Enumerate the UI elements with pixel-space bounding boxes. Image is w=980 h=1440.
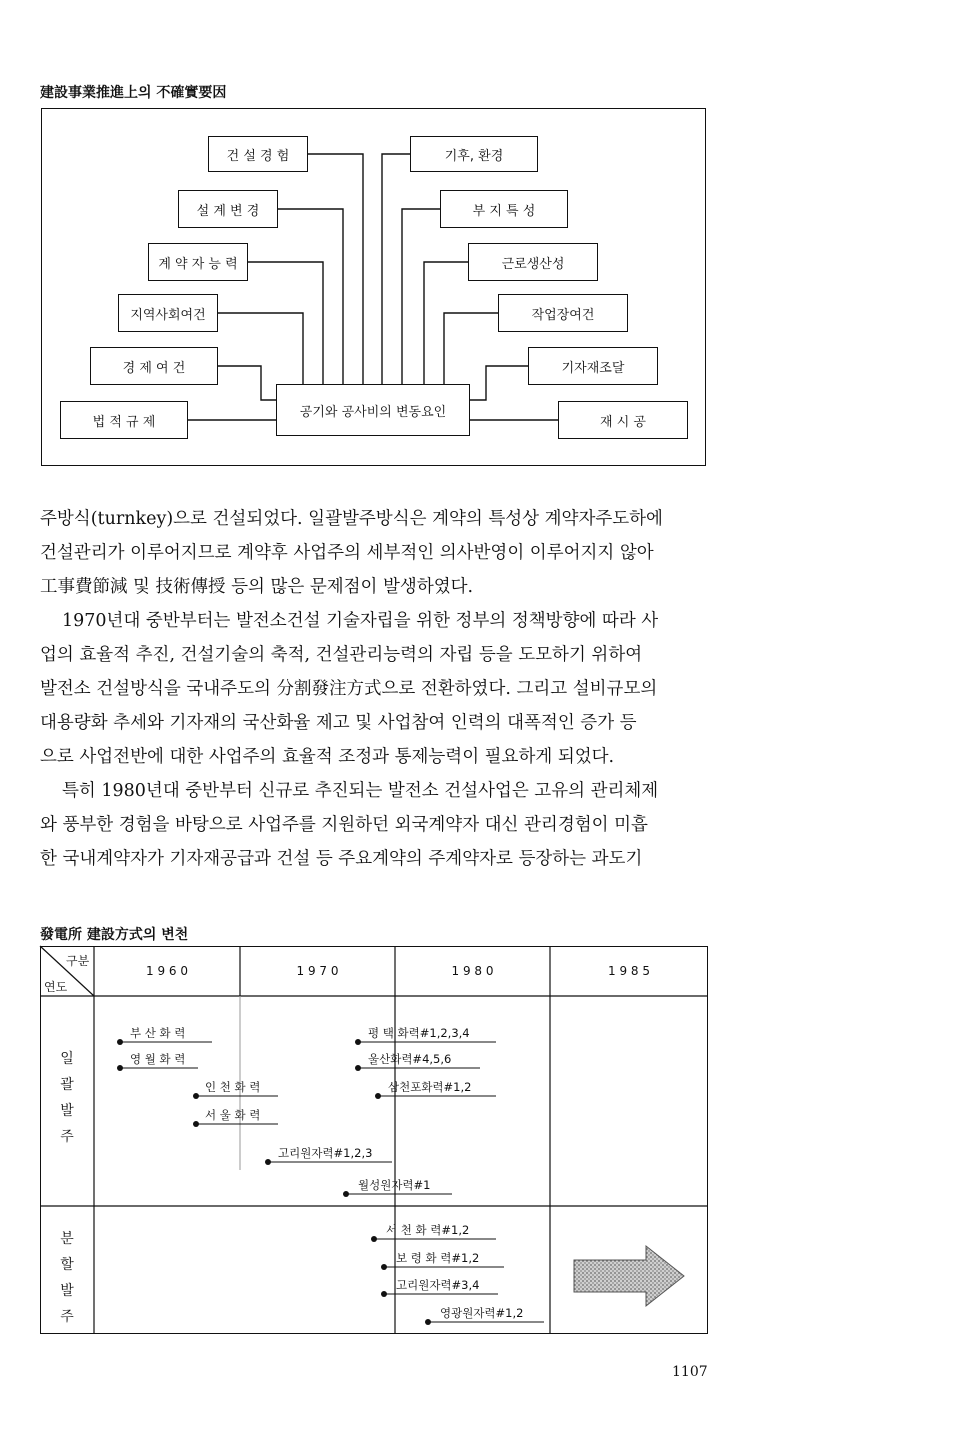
right-arrow-icon: [570, 1244, 688, 1308]
body-line: 발전소 건설방식을 국내주도의 分割發注方式으로 전환하였다. 그리고 설비규모의: [40, 679, 658, 699]
plant-seoul: 서 울 화 력: [205, 1108, 261, 1122]
row-label-char: 발: [60, 1103, 74, 1119]
body-line: 건설관리가 이루어지므로 계약후 사업주의 세부적인 의사반영이 이루어지지 않아: [40, 543, 654, 563]
body-line: 工事費節減 및 技術傳授 등의 많은 문제점이 발생하였다.: [40, 577, 474, 597]
factor-economic-conditions: 경 제 여 건: [90, 347, 218, 385]
plant-yeonggwang: 영광원자력#1,2: [440, 1306, 524, 1320]
row-label-char: 분: [60, 1231, 74, 1247]
factor-design-change: 설 계 변 경: [178, 190, 278, 228]
row-label-split: [40, 1226, 94, 1330]
plant-samcheonpo: 삼천포화력#1,2: [388, 1080, 472, 1094]
year-1980: 1 9 8 0: [451, 964, 494, 978]
row-label-char: 일: [60, 1051, 74, 1067]
plant-pyeongtaek: 평 택 화력#1,2,3,4: [368, 1026, 470, 1040]
factor-worksite-conditions: 작업장여건: [498, 294, 628, 332]
row-label-char: 주: [60, 1129, 74, 1145]
factor-legal-regulation: 법 적 규 제: [60, 401, 188, 439]
body-line: 한 국내계약자가 기자재공급과 건설 등 주요계약의 주계약자로 등장하는 과도기: [40, 849, 643, 869]
factor-community-conditions: 지역사회여건: [118, 294, 218, 332]
factor-construction-experience: 건 설 경 험: [208, 136, 308, 172]
body-line: 특히 1980년대 중반부터 신규로 추진되는 발전소 건설사업은 고유의 관리체제: [62, 781, 659, 801]
plant-yeongwol: 영 월 화 력: [130, 1052, 186, 1066]
body-line: 주방식(turnkey)으로 건설되었다. 일괄발주방식은 계약의 특성상 계약자주도하에: [40, 509, 663, 529]
plant-gori-34: 고리원자력#3,4: [396, 1278, 480, 1292]
body-line: 대용량화 추세와 기자재의 국산화율 제고 및 사업참여 인력의 대폭적인 증가 등: [40, 713, 637, 733]
factor-contractor-ability: 계 약 자 능 력: [148, 243, 248, 281]
corner-category: 구분: [66, 954, 90, 968]
plant-busan: 부 산 화 력: [130, 1026, 186, 1040]
factor-site-characteristics: 부 지 특 성: [440, 190, 568, 228]
row-label-char: 발: [60, 1283, 74, 1299]
row-label-char: 주: [60, 1309, 74, 1325]
row-label-char: 할: [60, 1257, 74, 1273]
year-1960: 1 9 6 0: [146, 964, 188, 978]
plant-incheon: 인 천 화 력: [205, 1080, 261, 1094]
row-label-char: 괄: [60, 1077, 74, 1093]
corner-year: 연도: [44, 980, 68, 994]
body-line: 1970년대 중반부터는 발전소건설 기술자립을 위한 정부의 정책방향에 따라 사: [62, 611, 659, 631]
year-1985: 1 9 8 5: [608, 964, 650, 978]
plant-gori-123: 고리원자력#1,2,3: [278, 1146, 373, 1160]
body-line: 업의 효율적 추진, 건설기술의 축적, 건설관리능력의 자립 등을 도모하기 위하여: [40, 645, 643, 665]
plant-ulsan: 울산화력#4,5,6: [368, 1052, 452, 1066]
factor-rework: 재 시 공: [558, 401, 688, 439]
diagram-title: 建設事業推進上의 不確實要因: [40, 85, 227, 101]
history-title: 發電所 建設方式의 변천: [40, 927, 189, 943]
plant-boryeong: 보 령 화 력#1,2: [396, 1251, 480, 1265]
factor-climate-environment: 기후, 환경: [410, 136, 538, 172]
factor-equipment-procurement: 기자재조달: [528, 347, 658, 385]
plant-wolseong: 월성원자력#1: [358, 1178, 431, 1192]
year-1970: 1 9 7 0: [296, 964, 339, 978]
body-line: 와 풍부한 경험을 바탕으로 사업주를 지원하던 외국계약자 대신 관리경험이 미흡: [40, 815, 648, 835]
page-number: 1107: [672, 1364, 708, 1380]
body-line: 으로 사업전반에 대한 사업주의 효율적 조정과 통제능력이 필요하게 되었다.: [40, 747, 615, 767]
plant-seocheon: 서 천 화 력#1,2: [386, 1223, 470, 1237]
center-factor: 공기와 공사비의 변동요인: [276, 384, 470, 436]
row-label-turnkey: [40, 1046, 94, 1150]
factor-labor-productivity: 근로생산성: [468, 243, 598, 281]
